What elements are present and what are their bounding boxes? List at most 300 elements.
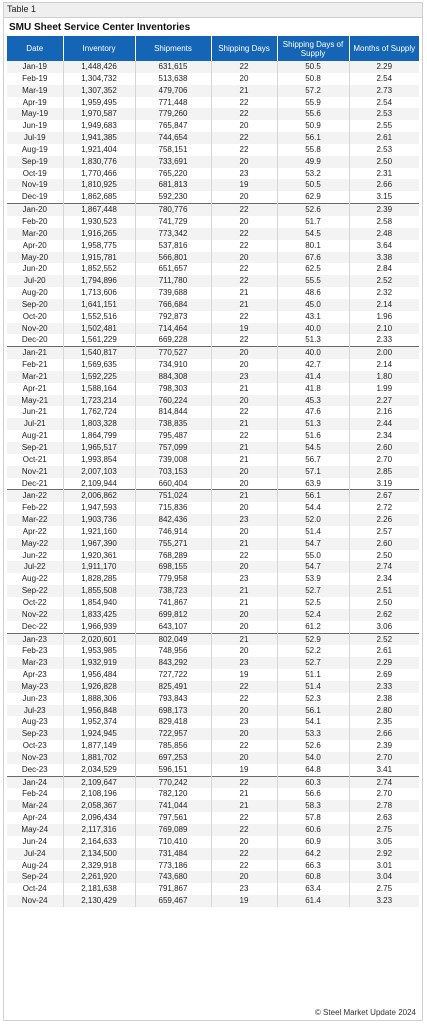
cell-shipments: 739,008: [135, 454, 211, 466]
cell-months-of-supply: 2.75: [349, 883, 419, 895]
cell-months-of-supply: 3.19: [349, 478, 419, 490]
cell-shipping-days: 23: [211, 657, 277, 669]
cell-months-of-supply: 2.52: [349, 275, 419, 287]
table-row: [7, 812, 419, 824]
table-row: [7, 311, 419, 323]
cell-shipping-days-of-supply: 57.1: [277, 466, 349, 478]
cell-shipping-days-of-supply: 55.0: [277, 550, 349, 562]
cell-months-of-supply: 3.23: [349, 895, 419, 907]
table-row: [7, 371, 419, 383]
cell-shipping-days: 21: [211, 800, 277, 812]
cell-shipping-days-of-supply: 60.3: [277, 776, 349, 788]
cell-months-of-supply: 2.53: [349, 108, 419, 120]
cell-months-of-supply: 2.44: [349, 418, 419, 430]
cell-shipping-days-of-supply: 41.4: [277, 371, 349, 383]
cell-date: Nov-20: [7, 323, 63, 335]
cell-months-of-supply: 2.38: [349, 693, 419, 705]
cell-months-of-supply: 2.48: [349, 228, 419, 240]
cell-shipments: 829,418: [135, 716, 211, 728]
cell-shipping-days: 21: [211, 287, 277, 299]
cell-months-of-supply: 2.00: [349, 347, 419, 359]
table-row: [7, 800, 419, 812]
cell-months-of-supply: 2.84: [349, 263, 419, 275]
cell-shipping-days: 22: [211, 108, 277, 120]
cell-date: Aug-20: [7, 287, 63, 299]
cell-shipments: 773,342: [135, 228, 211, 240]
table-row: [7, 883, 419, 895]
cell-inventory: 1,794,896: [63, 275, 135, 287]
cell-months-of-supply: 3.38: [349, 252, 419, 264]
cell-date: Oct-23: [7, 740, 63, 752]
cell-date: Sep-22: [7, 585, 63, 597]
cell-months-of-supply: 2.70: [349, 454, 419, 466]
cell-date: Jan-20: [7, 204, 63, 216]
cell-date: Aug-24: [7, 860, 63, 872]
cell-inventory: 1,916,265: [63, 228, 135, 240]
cell-shipping-days: 23: [211, 514, 277, 526]
table-row: [7, 609, 419, 621]
cell-months-of-supply: 2.27: [349, 395, 419, 407]
cell-shipments: 765,847: [135, 120, 211, 132]
cell-shipments: 814,844: [135, 406, 211, 418]
cell-months-of-supply: 2.32: [349, 287, 419, 299]
cell-date: Sep-20: [7, 299, 63, 311]
cell-shipping-days-of-supply: 52.5: [277, 597, 349, 609]
cell-date: Aug-19: [7, 144, 63, 156]
cell-shipping-days: 19: [211, 764, 277, 776]
cell-shipping-days: 20: [211, 645, 277, 657]
cell-inventory: 1,502,481: [63, 323, 135, 335]
cell-shipping-days-of-supply: 61.4: [277, 895, 349, 907]
cell-shipping-days-of-supply: 54.0: [277, 752, 349, 764]
table-row: [7, 776, 419, 788]
cell-date: Mar-23: [7, 657, 63, 669]
cell-date: Jun-22: [7, 550, 63, 562]
column-header-shipping-days: Shipping Days: [211, 36, 277, 61]
cell-shipping-days: 21: [211, 597, 277, 609]
cell-shipping-days: 20: [211, 216, 277, 228]
cell-shipments: 782,120: [135, 788, 211, 800]
cell-shipping-days-of-supply: 62.9: [277, 191, 349, 203]
cell-shipping-days-of-supply: 56.7: [277, 454, 349, 466]
cell-inventory: 1,949,683: [63, 120, 135, 132]
cell-inventory: 1,956,484: [63, 669, 135, 681]
cell-shipping-days: 20: [211, 609, 277, 621]
cell-months-of-supply: 3.41: [349, 764, 419, 776]
cell-shipping-days: 20: [211, 728, 277, 740]
cell-shipping-days-of-supply: 52.4: [277, 609, 349, 621]
cell-inventory: 1,903,736: [63, 514, 135, 526]
table-row: [7, 860, 419, 872]
cell-shipping-days: 20: [211, 395, 277, 407]
cell-shipments: 843,292: [135, 657, 211, 669]
cell-date: Jan-22: [7, 490, 63, 502]
cell-shipments: 797,561: [135, 812, 211, 824]
table-row: [7, 442, 419, 454]
cell-shipping-days-of-supply: 67.6: [277, 252, 349, 264]
table-row: [7, 359, 419, 371]
cell-date: Jun-21: [7, 406, 63, 418]
cell-months-of-supply: 2.74: [349, 776, 419, 788]
cell-date: Mar-20: [7, 228, 63, 240]
cell-date: Jan-23: [7, 633, 63, 645]
cell-shipping-days-of-supply: 54.4: [277, 502, 349, 514]
cell-shipping-days: 20: [211, 120, 277, 132]
table-row: [7, 156, 419, 168]
cell-shipping-days: 22: [211, 334, 277, 346]
table-row: [7, 478, 419, 490]
cell-shipments: 773,186: [135, 860, 211, 872]
cell-inventory: 1,540,817: [63, 347, 135, 359]
table-row: [7, 132, 419, 144]
cell-date: Mar-24: [7, 800, 63, 812]
cell-shipments: 771,448: [135, 97, 211, 109]
cell-months-of-supply: 2.70: [349, 752, 419, 764]
cell-inventory: 1,877,149: [63, 740, 135, 752]
cell-shipping-days: 21: [211, 788, 277, 800]
cell-shipments: 697,253: [135, 752, 211, 764]
cell-shipping-days-of-supply: 55.6: [277, 108, 349, 120]
column-header-inventory: Inventory: [63, 36, 135, 61]
cell-shipments: 651,657: [135, 263, 211, 275]
cell-months-of-supply: 2.31: [349, 168, 419, 180]
cell-shipping-days: 23: [211, 168, 277, 180]
cell-date: Apr-19: [7, 97, 63, 109]
cell-date: May-20: [7, 252, 63, 264]
table-body: [7, 61, 419, 907]
table-label-bar: [4, 3, 422, 18]
cell-months-of-supply: 2.73: [349, 85, 419, 97]
cell-months-of-supply: 2.16: [349, 406, 419, 418]
cell-shipping-days-of-supply: 52.2: [277, 645, 349, 657]
cell-months-of-supply: 2.39: [349, 204, 419, 216]
cell-shipping-days: 22: [211, 240, 277, 252]
table-row: [7, 716, 419, 728]
cell-shipping-days: 20: [211, 502, 277, 514]
cell-shipping-days: 22: [211, 848, 277, 860]
table-row: [7, 395, 419, 407]
table-row: [7, 752, 419, 764]
cell-date: Oct-19: [7, 168, 63, 180]
cell-date: Nov-22: [7, 609, 63, 621]
cell-date: Apr-24: [7, 812, 63, 824]
cell-shipping-days: 22: [211, 812, 277, 824]
cell-shipments: 703,153: [135, 466, 211, 478]
table-row: [7, 430, 419, 442]
cell-shipping-days: 21: [211, 442, 277, 454]
cell-shipping-days-of-supply: 43.1: [277, 311, 349, 323]
cell-months-of-supply: 2.66: [349, 728, 419, 740]
cell-shipments: 779,958: [135, 573, 211, 585]
cell-inventory: 2,096,434: [63, 812, 135, 824]
cell-shipping-days: 20: [211, 871, 277, 883]
table-row: [7, 502, 419, 514]
cell-months-of-supply: 2.52: [349, 633, 419, 645]
cell-shipments: 727,722: [135, 669, 211, 681]
cell-inventory: 1,915,781: [63, 252, 135, 264]
cell-shipments: 741,729: [135, 216, 211, 228]
cell-shipping-days-of-supply: 61.2: [277, 621, 349, 633]
cell-shipments: 592,230: [135, 191, 211, 203]
cell-months-of-supply: 2.33: [349, 681, 419, 693]
cell-months-of-supply: 2.70: [349, 788, 419, 800]
table-row: [7, 514, 419, 526]
cell-shipping-days: 22: [211, 311, 277, 323]
cell-shipping-days: 22: [211, 144, 277, 156]
cell-shipments: 711,780: [135, 275, 211, 287]
cell-months-of-supply: 2.14: [349, 299, 419, 311]
cell-shipping-days-of-supply: 53.2: [277, 168, 349, 180]
table-row: [7, 585, 419, 597]
cell-shipments: 769,089: [135, 824, 211, 836]
cell-date: Oct-24: [7, 883, 63, 895]
table-row: [7, 728, 419, 740]
cell-date: May-23: [7, 681, 63, 693]
cell-inventory: 1,864,799: [63, 430, 135, 442]
cell-date: Aug-23: [7, 716, 63, 728]
cell-months-of-supply: 1.99: [349, 383, 419, 395]
cell-inventory: 1,830,776: [63, 156, 135, 168]
cell-shipping-days-of-supply: 60.9: [277, 836, 349, 848]
cell-shipping-days-of-supply: 55.9: [277, 97, 349, 109]
cell-inventory: 2,134,500: [63, 848, 135, 860]
cell-shipping-days: 21: [211, 85, 277, 97]
cell-inventory: 2,261,920: [63, 871, 135, 883]
cell-shipping-days: 23: [211, 371, 277, 383]
cell-inventory: 1,956,848: [63, 705, 135, 717]
cell-shipping-days-of-supply: 47.6: [277, 406, 349, 418]
cell-date: May-24: [7, 824, 63, 836]
cell-shipping-days-of-supply: 48.6: [277, 287, 349, 299]
cell-shipping-days-of-supply: 57.2: [277, 85, 349, 97]
cell-months-of-supply: 2.60: [349, 538, 419, 550]
cell-shipments: 765,220: [135, 168, 211, 180]
cell-months-of-supply: 2.62: [349, 609, 419, 621]
cell-shipping-days: 20: [211, 621, 277, 633]
cell-inventory: 1,921,160: [63, 526, 135, 538]
cell-shipping-days-of-supply: 64.8: [277, 764, 349, 776]
cell-shipping-days: 22: [211, 776, 277, 788]
cell-shipping-days: 21: [211, 490, 277, 502]
table-row: [7, 275, 419, 287]
cell-date: Sep-24: [7, 871, 63, 883]
cell-shipping-days: 22: [211, 430, 277, 442]
cell-shipping-days-of-supply: 52.0: [277, 514, 349, 526]
cell-inventory: 2,058,367: [63, 800, 135, 812]
cell-shipping-days-of-supply: 49.9: [277, 156, 349, 168]
cell-shipping-days: 20: [211, 466, 277, 478]
table-row: [7, 657, 419, 669]
cell-inventory: 1,888,306: [63, 693, 135, 705]
table-row: [7, 287, 419, 299]
cell-inventory: 1,881,702: [63, 752, 135, 764]
cell-shipping-days-of-supply: 51.1: [277, 669, 349, 681]
cell-shipments: 681,813: [135, 179, 211, 191]
table-row: [7, 263, 419, 275]
cell-date: Oct-21: [7, 454, 63, 466]
cell-months-of-supply: 3.15: [349, 191, 419, 203]
cell-date: May-22: [7, 538, 63, 550]
cell-shipments: 755,271: [135, 538, 211, 550]
cell-shipping-days-of-supply: 50.5: [277, 179, 349, 191]
table-row: [7, 454, 419, 466]
cell-date: Dec-21: [7, 478, 63, 490]
cell-shipments: 738,835: [135, 418, 211, 430]
cell-inventory: 1,970,587: [63, 108, 135, 120]
cell-shipments: 741,044: [135, 800, 211, 812]
cell-shipping-days-of-supply: 56.1: [277, 132, 349, 144]
cell-shipments: 722,957: [135, 728, 211, 740]
cell-inventory: 2,007,103: [63, 466, 135, 478]
cell-shipping-days-of-supply: 53.3: [277, 728, 349, 740]
cell-months-of-supply: 2.54: [349, 73, 419, 85]
table-row: [7, 681, 419, 693]
cell-inventory: 1,959,495: [63, 97, 135, 109]
table-row: [7, 788, 419, 800]
copyright-credit: © Steel Market Update 2024: [314, 1008, 416, 1017]
cell-months-of-supply: 2.50: [349, 156, 419, 168]
table-row: [7, 764, 419, 776]
table-row: [7, 597, 419, 609]
cell-shipping-days: 22: [211, 275, 277, 287]
cell-inventory: 1,941,385: [63, 132, 135, 144]
table-row: [7, 323, 419, 335]
cell-date: Aug-22: [7, 573, 63, 585]
table-row: [7, 418, 419, 430]
cell-shipments: 802,049: [135, 633, 211, 645]
cell-months-of-supply: 2.10: [349, 323, 419, 335]
table-row: [7, 669, 419, 681]
cell-shipping-days-of-supply: 57.8: [277, 812, 349, 824]
cell-date: Jun-20: [7, 263, 63, 275]
cell-inventory: 2,109,647: [63, 776, 135, 788]
cell-months-of-supply: 2.33: [349, 334, 419, 346]
cell-date: Apr-21: [7, 383, 63, 395]
table-row: [7, 168, 419, 180]
cell-shipping-days-of-supply: 54.1: [277, 716, 349, 728]
cell-inventory: 1,307,352: [63, 85, 135, 97]
cell-shipments: 698,173: [135, 705, 211, 717]
cell-shipping-days-of-supply: 52.6: [277, 204, 349, 216]
cell-shipping-days-of-supply: 52.7: [277, 657, 349, 669]
cell-months-of-supply: 1.80: [349, 371, 419, 383]
cell-shipments: 766,684: [135, 299, 211, 311]
table-row: [7, 406, 419, 418]
table-row: [7, 179, 419, 191]
cell-shipments: 798,303: [135, 383, 211, 395]
cell-date: Sep-23: [7, 728, 63, 740]
cell-shipping-days-of-supply: 64.2: [277, 848, 349, 860]
cell-shipping-days: 22: [211, 860, 277, 872]
cell-inventory: 1,803,328: [63, 418, 135, 430]
cell-months-of-supply: 2.58: [349, 216, 419, 228]
cell-shipping-days-of-supply: 51.4: [277, 681, 349, 693]
cell-months-of-supply: 2.92: [349, 848, 419, 860]
table-row: [7, 85, 419, 97]
cell-inventory: 2,109,944: [63, 478, 135, 490]
table-row: [7, 240, 419, 252]
cell-months-of-supply: 3.01: [349, 860, 419, 872]
cell-shipping-days: 23: [211, 573, 277, 585]
cell-inventory: 1,855,508: [63, 585, 135, 597]
cell-months-of-supply: 2.35: [349, 716, 419, 728]
cell-date: Jul-20: [7, 275, 63, 287]
cell-shipping-days: 21: [211, 383, 277, 395]
cell-shipping-days-of-supply: 52.3: [277, 693, 349, 705]
cell-inventory: 1,958,775: [63, 240, 135, 252]
cell-shipments: 537,816: [135, 240, 211, 252]
cell-date: Feb-23: [7, 645, 63, 657]
cell-shipping-days-of-supply: 58.3: [277, 800, 349, 812]
cell-date: Jul-24: [7, 848, 63, 860]
cell-shipments: 748,956: [135, 645, 211, 657]
cell-months-of-supply: 3.06: [349, 621, 419, 633]
cell-shipments: 715,836: [135, 502, 211, 514]
cell-shipping-days-of-supply: 40.0: [277, 323, 349, 335]
cell-months-of-supply: 2.61: [349, 132, 419, 144]
cell-inventory: 1,770,466: [63, 168, 135, 180]
cell-months-of-supply: 2.54: [349, 97, 419, 109]
cell-shipping-days: 20: [211, 191, 277, 203]
cell-inventory: 1,993,854: [63, 454, 135, 466]
cell-inventory: 1,966,939: [63, 621, 135, 633]
cell-shipments: 751,024: [135, 490, 211, 502]
cell-date: Dec-22: [7, 621, 63, 633]
cell-shipments: 760,224: [135, 395, 211, 407]
document-frame: [3, 2, 423, 1021]
cell-shipments: 699,812: [135, 609, 211, 621]
cell-shipments: 660,404: [135, 478, 211, 490]
cell-months-of-supply: 2.57: [349, 526, 419, 538]
cell-months-of-supply: 2.60: [349, 442, 419, 454]
cell-date: May-19: [7, 108, 63, 120]
table-label: Table 1: [7, 4, 37, 14]
cell-shipping-days: 22: [211, 693, 277, 705]
cell-shipping-days: 20: [211, 73, 277, 85]
cell-shipping-days: 22: [211, 740, 277, 752]
cell-months-of-supply: 2.63: [349, 812, 419, 824]
table-row: [7, 61, 419, 73]
cell-shipments: 792,873: [135, 311, 211, 323]
cell-inventory: 1,867,448: [63, 204, 135, 216]
cell-date: Jul-22: [7, 561, 63, 573]
cell-inventory: 1,924,945: [63, 728, 135, 740]
cell-shipments: 643,107: [135, 621, 211, 633]
cell-inventory: 1,920,361: [63, 550, 135, 562]
cell-shipments: 780,776: [135, 204, 211, 216]
table-row: [7, 621, 419, 633]
cell-shipping-days: 20: [211, 526, 277, 538]
cell-date: Jun-24: [7, 836, 63, 848]
cell-months-of-supply: 2.66: [349, 179, 419, 191]
table-row: [7, 120, 419, 132]
cell-inventory: 1,911,170: [63, 561, 135, 573]
table-row: [7, 526, 419, 538]
cell-months-of-supply: 2.34: [349, 430, 419, 442]
cell-inventory: 1,561,229: [63, 334, 135, 346]
table-row: [7, 705, 419, 717]
table-row: [7, 848, 419, 860]
cell-shipping-days: 20: [211, 252, 277, 264]
cell-shipments: 738,723: [135, 585, 211, 597]
cell-shipping-days-of-supply: 80.1: [277, 240, 349, 252]
cell-shipments: 785,856: [135, 740, 211, 752]
cell-date: Mar-19: [7, 85, 63, 97]
cell-shipping-days-of-supply: 45.0: [277, 299, 349, 311]
cell-date: Dec-20: [7, 334, 63, 346]
table-row: [7, 216, 419, 228]
cell-shipping-days-of-supply: 40.0: [277, 347, 349, 359]
